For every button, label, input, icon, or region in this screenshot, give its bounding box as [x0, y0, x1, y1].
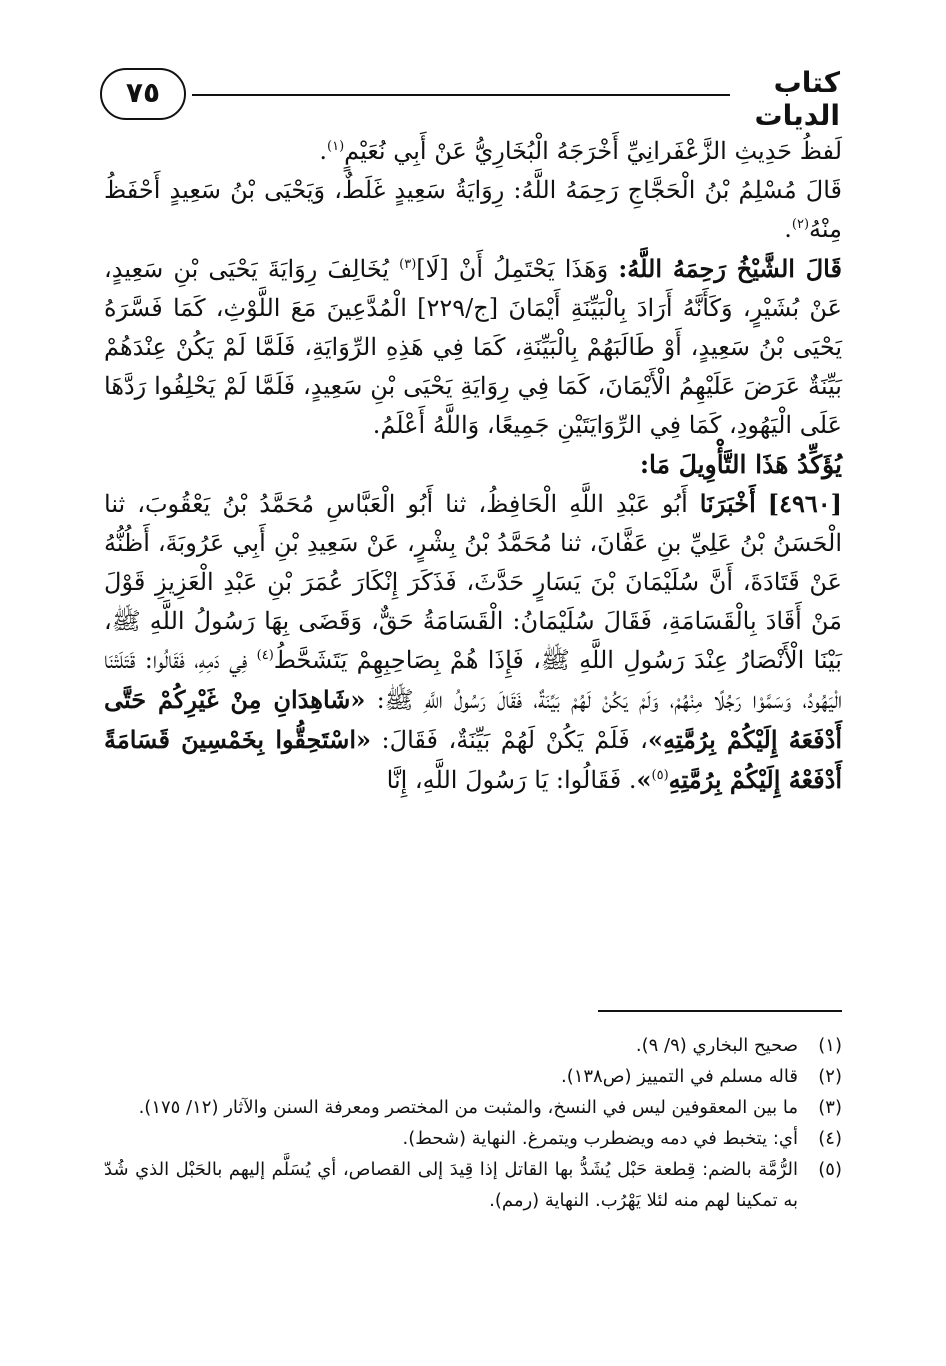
hadith-number: [٤٩٦٠]: [767, 489, 842, 518]
footnote-text: أي: يتخبط في دمه ويضطرب ويتمرغ. النهاية (شحط).: [402, 1128, 798, 1149]
paragraph-3: [104, 249, 842, 445]
footnote-3: [104, 1092, 842, 1123]
footnote-ref-4[interactable]: (٤): [256, 648, 274, 663]
hadith-quote-2-end: »: [636, 765, 652, 794]
book-title-logo: كتاب الديات: [754, 66, 840, 132]
p4-text-d: . فَقَالُوا: يَا رَسُولَ اللَّهِ، إِنَّا: [386, 766, 637, 794]
footnotes: [104, 1030, 842, 1216]
p4-text-c: ، فَلَمْ يَكُنْ لَهُمْ بَيِّنَةٌ، فَقَالَ:: [381, 726, 648, 754]
hadith-quote-2: «اسْتَحِقُّوا بِخَمْسِينَ قَسَامَةً أَدْفَعْهُ إِلَيْكُمْ بِرُمَّتِهِ: [104, 725, 842, 794]
page-number-badge: ٧٥: [100, 68, 186, 120]
p4-text-b: فِي دَمِهِ، فَقَالُوا: قَتَلَتْنَا الْيَهُودُ، وَسَمَّوْا رَجُلًا مِنْهُمْ، وَلَمْ يَكُنْ لَهُمْ بَيِّنَةٌ، فَقَالَ رَسُولُ اللَّهِ ﷺ:: [104, 646, 842, 714]
main-text: [104, 132, 842, 800]
hadith-quote-1: «شَاهِدَانِ مِنْ غَيْرِكُمْ حَتَّى أَدْفَعَهُ إِلَيْكُمْ بِرُمَّتِهِ»: [104, 685, 842, 754]
footnote-2: [104, 1061, 842, 1092]
paragraph-4: [104, 484, 842, 800]
p2-end: .: [784, 215, 792, 243]
footnote-number: (٥): [818, 1159, 842, 1180]
paragraph-1: [104, 132, 842, 171]
header-rule: [192, 94, 730, 96]
section-heading: يُؤَكِّدُ هَذَا التَّأْوِيلَ مَا:: [639, 450, 842, 479]
footnote-number: (٢): [818, 1066, 842, 1087]
footnote-ref-1[interactable]: (١): [327, 139, 345, 154]
paragraph-2: [104, 171, 842, 249]
sheikh-lead: قَالَ الشَّيْخُ رَحِمَهُ اللَّهُ:: [618, 254, 842, 283]
footnote-1: [104, 1030, 842, 1061]
footnote-4: [104, 1123, 842, 1154]
footnote-text: قاله مسلم في التمييز (ص١٣٨).: [560, 1066, 798, 1087]
footnote-ref-3[interactable]: (٣): [399, 257, 417, 272]
footnote-text: صحيح البخاري (٩/ ٩).: [635, 1035, 798, 1056]
page-header: [100, 62, 840, 132]
p4-text-a: أَبُو عَبْدِ اللَّهِ الْحَافِظُ، ثنا أَبُو الْعَبَّاسِ مُحَمَّدُ بْنُ يَعْقُوبَ، ثنا الْحَسَنُ بْنُ عَلِيِّ بنِ عَفَّانَ، ثنا مُحَمَّدُ بْنُ بِشْرٍ، عَنْ سَعِيدِ بْنِ أَبِي عَرُوبَةَ، أَظُنُّهُ عَنْ قَتَادَةَ، أَنَّ سُلَيْمَانَ بْنَ يَسَارٍ حَدَّثَ، فَذَكَرَ إِنْكَارَ عُمَرَ بْنِ عَبْدِ الْعَزِيزِ قَوْلَ مَنْ أَقَادَ بِالْقَسَامَةِ، فَقَالَ سُلَيْمَانُ: الْقَسَامَةُ حَقٌّ، وَقَضَى بِهَا رَسُولُ اللَّهِ ﷺ، بَيْنَا الْأَنْصَارُ عِنْدَ رَسُولِ اللَّهِ ﷺ، فَإِذَا هُمْ بِصَاحِبِهِمْ يَتَشَحَّطُ: [104, 490, 842, 674]
footnote-ref-2[interactable]: (٢): [791, 217, 810, 232]
footnote-text: ما بين المعقوفين ليس في النسخ، والمثبت من المختصر ومعرفة السنن والآثار (١٢/ ١٧٥).: [138, 1097, 798, 1118]
akhbarana-lead: أَخْبَرَنَا: [699, 489, 756, 518]
footnote-number: (٤): [818, 1128, 842, 1149]
p3-text-a: وَهَذَا يَحْتَمِلُ أَنْ [لَا]: [416, 255, 609, 283]
p1-text: لَفظُ حَدِيثِ الزَّعْفَرانِيِّ أَخْرَجَهُ الْبُخَارِيُّ عَنْ أَبِي نُعَيْمٍ: [344, 137, 842, 165]
p1-end: .: [319, 137, 327, 165]
p3-text-b: يُخَالِفَ رِوَايَةَ يَحْيَى بْنِ سَعِيدٍ، عَنْ بُشَيْرٍ، وَكَأَنَّهُ أَرَادَ بِالْبَيِّنَةِ أَيْمَانَ [ج/٢٢٩] الْمُدَّعِينَ مَعَ اللَّوْثِ، كَمَا فَسَّرَهُ يَحْيَى بْنُ سَعِيدٍ، أَوْ طَالَبَهُمْ بِالْبَيِّنَةِ، كَمَا فِي هَذِهِ الرِّوَايَةِ، فَلَمَّا لَمْ يَكُنْ عِنْدَهُمْ بَيِّنَةٌ عَرَضَ عَلَيْهِمُ الْأَيْمَانَ، كَمَا فِي رِوَايَةِ يَحْيَى بْنِ سَعِيدٍ، فَلَمَّا لَمْ يَحْلِفُوا رَدَّهَا عَلَى الْيَهُودِ، كَمَا فِي الرِّوَايَتَيْنِ جَمِيعًا، وَاللَّهُ أَعْلَمُ.: [104, 255, 843, 439]
footnote-ref-5[interactable]: (٥): [651, 768, 669, 783]
footnote-5: [104, 1154, 842, 1216]
footnote-number: (١): [818, 1035, 842, 1056]
footnote-number: (٣): [818, 1097, 842, 1118]
footnote-separator: [598, 1010, 842, 1012]
p2-text: قَالَ مُسْلِمُ بْنُ الْحَجَّاجِ رَحِمَهُ اللَّهُ: رِوَايَةُ سَعِيدٍ غَلَطٌ، وَيَحْيَى بْنُ سَعِيدٍ أَحْفَظُ مِنْهُ: [104, 176, 842, 243]
footnote-text: الرُّمَّة بالضم: قِطعة حَبْل يُشَدُّ بها القاتل إذا قِيدَ إلى القصاص، أي يُسَلَّم إليهم بالحَبْل الذي شُدّ به تمكينا لهم منه لئلا يَهْرُب. النهاية (رمم).: [104, 1159, 798, 1211]
